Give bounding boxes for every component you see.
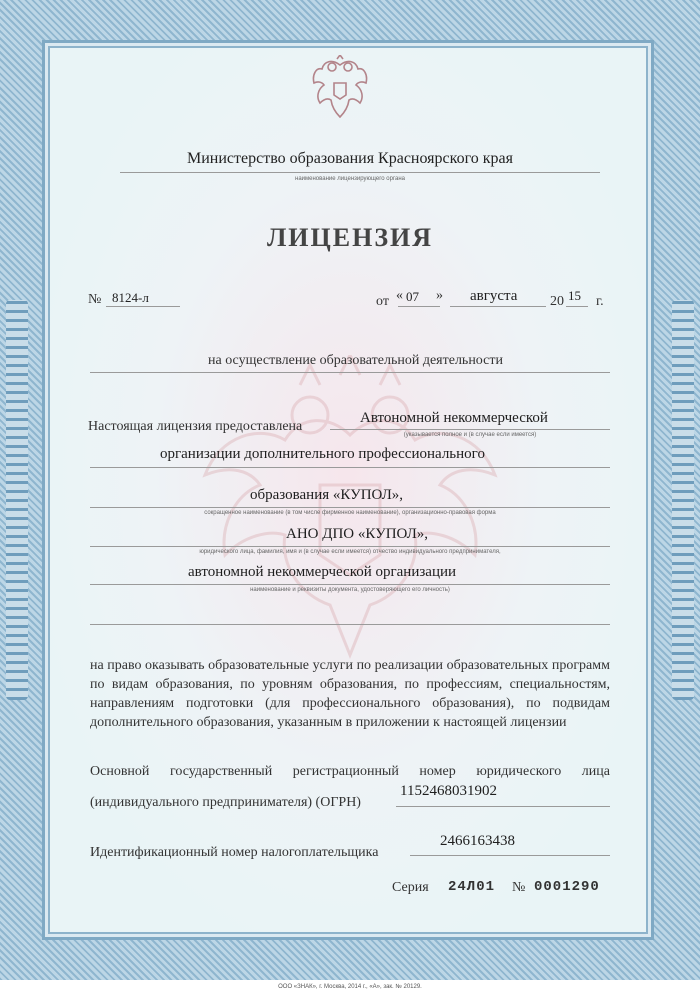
holder-line-2: организации дополнительного профессионального — [160, 446, 485, 462]
license-day: 07 — [406, 289, 419, 304]
year-underline — [566, 306, 588, 307]
ogrn-value: 1152468031902 — [400, 783, 497, 799]
authority-underline — [120, 172, 600, 173]
ogrn-label-1: Основной государственный регистрационный номер юридического лица — [90, 764, 610, 779]
right-ornament — [672, 300, 694, 700]
left-ornament — [6, 300, 28, 700]
blank-underline — [90, 624, 610, 625]
authority-caption: наименование лицензирующего органа — [295, 176, 405, 182]
license-month: августа — [470, 288, 518, 304]
day-close-quote: » — [436, 288, 443, 303]
document-title: ЛИЦЕНЗИЯ — [266, 223, 434, 252]
holder-caption-5: наименование и реквизиты документа, удостоверяющего его личность) — [250, 587, 450, 593]
rights-paragraph: на право оказывать образовательные услуги по реализации образовательных программ по видам образования, по уровням образования, по профессиям, специальностям, направлениям подготовки (для профессионального образования), по подвидам дополнительного образования, указанным в приложении к настоящей лицензии — [90, 658, 610, 730]
holder-caption-4: юридического лица, фамилия, имя и (в случае если имеется) отчество индивидуального предпринимателя, — [199, 549, 501, 555]
day-open-quote: « — [396, 288, 403, 303]
purpose-underline — [90, 372, 610, 373]
holder-caption-1: (указывается полное и (в случае если имеется) — [403, 432, 537, 438]
holder-line-3: образования «КУПОЛ», — [250, 487, 404, 503]
license-number: 8124-л — [112, 290, 149, 305]
holder-underline-3 — [90, 507, 610, 508]
holder-underline-1 — [330, 429, 610, 430]
footer-strip — [0, 980, 700, 1000]
date-from-label: от — [376, 294, 389, 309]
number-underline — [106, 306, 180, 307]
series-code: 24Л01 — [448, 879, 496, 895]
inn-label: Идентификационный номер налогоплательщика — [90, 845, 379, 860]
year-label: г. — [596, 294, 604, 309]
holder-caption-3: сокращенное наименование (в том числе фирменное наименование), организационно-правовая форма — [204, 510, 496, 516]
holder-line-5: автономной некоммерческой организации — [188, 564, 457, 580]
year-prefix: 20 — [550, 294, 564, 309]
year-suffix: 15 — [568, 288, 581, 303]
series-number: 0001290 — [534, 879, 600, 895]
ogrn-underline — [396, 806, 610, 807]
holder-line-4: АНО ДПО «КУПОЛ», — [286, 526, 429, 542]
month-underline — [450, 306, 546, 307]
holder-line-1: Автономной некоммерческой — [360, 410, 548, 426]
holder-underline-4 — [90, 546, 610, 547]
day-underline — [398, 306, 440, 307]
number-label: № — [88, 292, 102, 307]
holder-underline-5 — [90, 584, 610, 585]
coat-of-arms-icon — [312, 55, 368, 121]
series-number-sign: № — [512, 880, 526, 895]
inn-value: 2466163438 — [440, 833, 515, 849]
license-purpose: на осуществление образовательной деятельности — [208, 353, 503, 368]
series-label: Серия — [392, 880, 429, 895]
holder-underline-2 — [90, 467, 610, 468]
ogrn-label-2: (индивидуального предпринимателя) (ОГРН) — [90, 795, 361, 810]
licensing-authority: Министерство образования Красноярского края — [187, 150, 513, 167]
printer-imprint: ООО «ЗНАК», г. Москва, 2014 г., «А», зак. № 20129. — [278, 984, 422, 990]
holder-intro: Настоящая лицензия предоставлена — [88, 419, 303, 434]
inn-underline — [410, 855, 610, 856]
